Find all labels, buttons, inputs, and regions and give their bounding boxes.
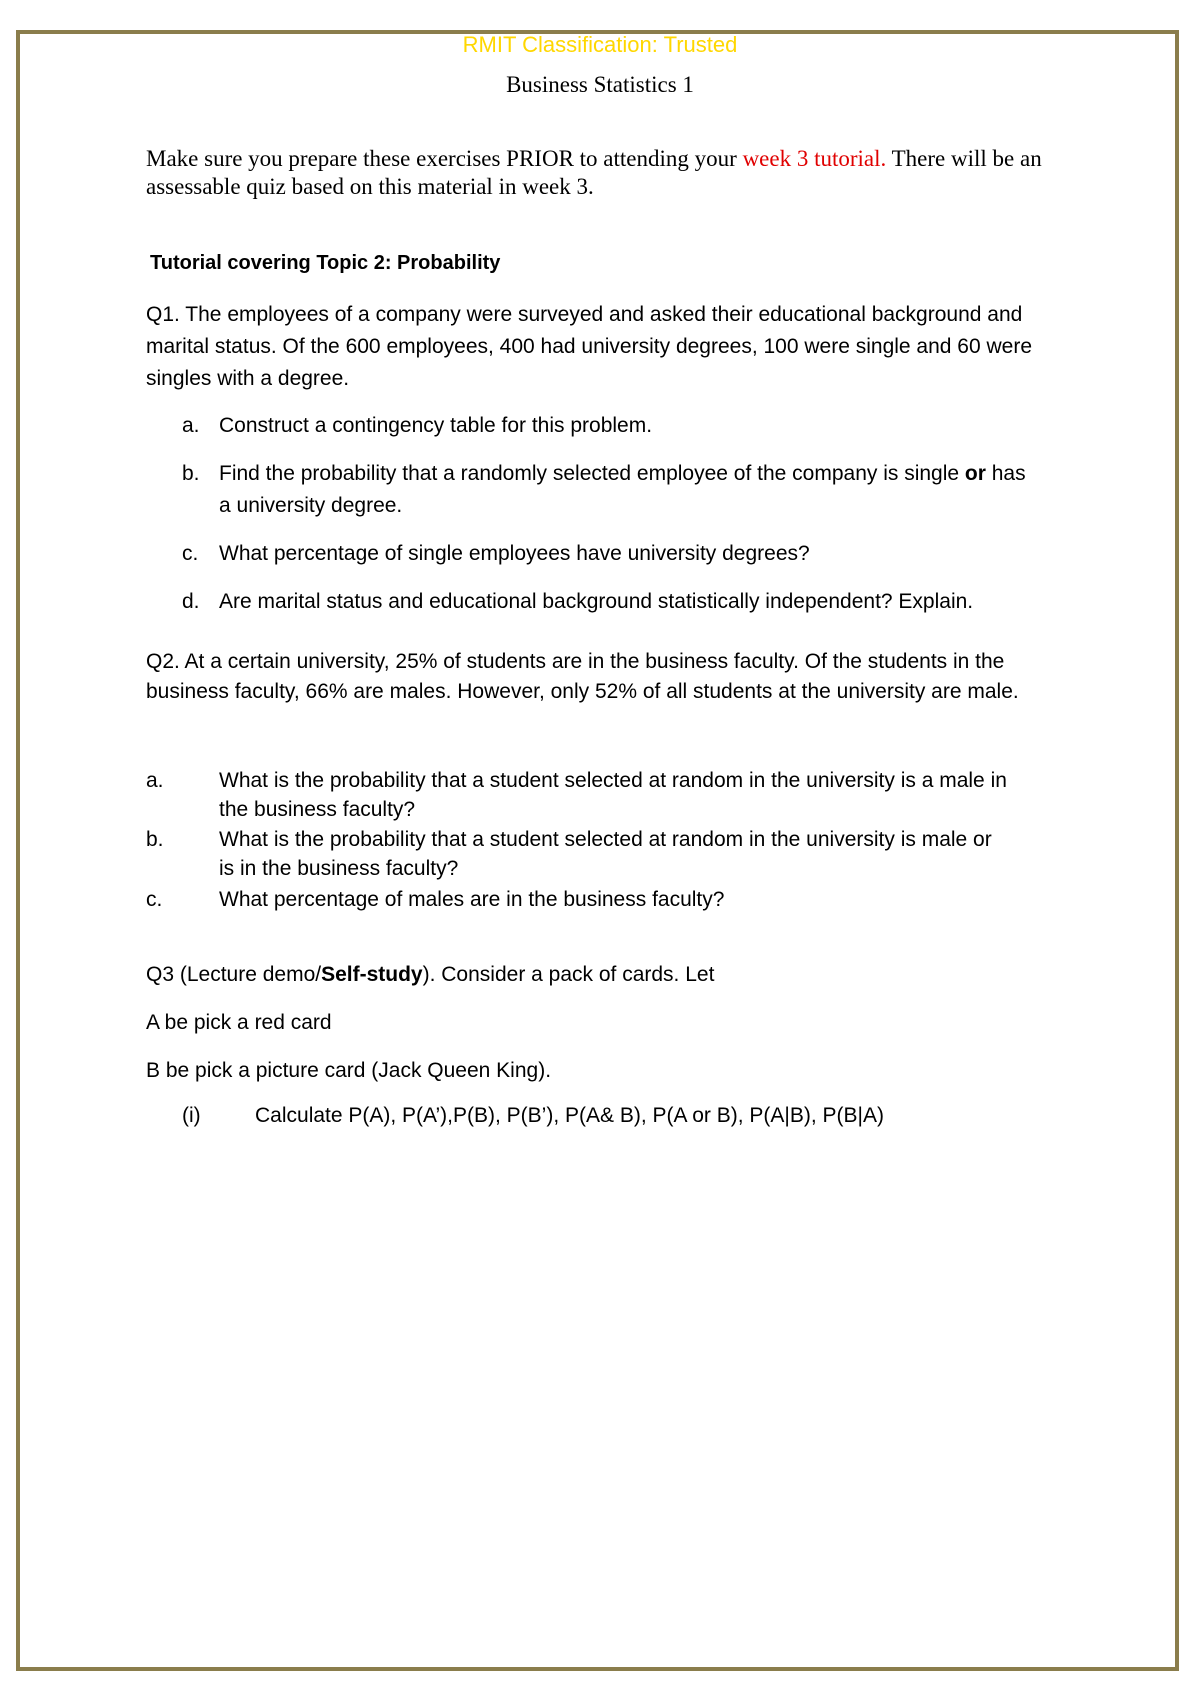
- list-item-text: What is the probability that a student selected at random in the university is a male in the business faculty?: [219, 769, 1007, 821]
- list-item-text: What percentage of single employees have university degrees?: [219, 542, 810, 565]
- item-text-after: has a university degree.: [219, 462, 1026, 517]
- q2-item-b: [146, 825, 1046, 883]
- item-text-bold: or: [964, 462, 986, 485]
- list-marker: d.: [182, 590, 200, 613]
- q3-text-start: Q3 (Lecture demo/: [146, 963, 322, 986]
- course-title: Business Statistics 1: [506, 72, 694, 97]
- list-marker: a.: [146, 769, 164, 792]
- list-marker: a.: [182, 414, 200, 437]
- q3-event-a: A be pick a red card: [146, 1011, 332, 1034]
- intro-text-start: Make sure you prepare these exercises PRIOR to attending your: [146, 146, 743, 171]
- topic-heading: Tutorial covering Topic 2: Probability: [150, 252, 501, 274]
- q3-event-b: B be pick a picture card (Jack Queen King).: [146, 1059, 552, 1082]
- q2-item-a: [146, 766, 1046, 824]
- q3-text-bold: Self-study: [321, 963, 423, 986]
- list-item-text: Calculate P(A), P(A’),P(B), P(B’), P(A& B), P(A or B), P(A|B), P(B|A): [255, 1104, 884, 1127]
- q3-question: [146, 960, 714, 990]
- list-marker: (i): [182, 1104, 201, 1127]
- q1-item-a: [182, 410, 1042, 442]
- q1-item-d: [182, 586, 1042, 618]
- q1-item-c: [182, 538, 1042, 570]
- list-item-text: Are marital status and educational background statistically independent? Explain.: [219, 590, 974, 613]
- q2-question: Q2. At a certain university, 25% of students are in the business faculty. Of the students in the business faculty, 66% are males. However, only 52% of all students at the university are male.: [146, 650, 1019, 703]
- list-marker: c.: [146, 888, 163, 911]
- q1-question: Q1. The employees of a company were surveyed and asked their educational background and marital status. Of the 600 employees, 400 had university degrees, 100 were single and 60 were singles with a degree.: [146, 303, 1033, 390]
- list-item-text: What percentage of males are in the business faculty?: [219, 888, 725, 911]
- list-item-text: What is the probability that a student selected at random in the university is male or is in the business faculty?: [219, 828, 992, 880]
- list-item-text: Construct a contingency table for this problem.: [219, 414, 653, 437]
- q3-text-end: ). Consider a pack of cards. Let: [422, 963, 715, 986]
- list-marker: c.: [182, 542, 199, 565]
- item-text-before: Find the probability that a randomly selected employee of the company is single: [219, 462, 965, 485]
- intro-text-end: There will be an assessable quiz based on this material in week 3.: [146, 146, 1042, 199]
- intro-highlight: week 3 tutorial.: [742, 146, 887, 171]
- list-item-text: [219, 458, 1042, 522]
- q1-item-b: [182, 458, 1042, 522]
- list-marker: b.: [182, 462, 200, 485]
- list-marker: b.: [146, 828, 164, 851]
- classification-label: RMIT Classification: Trusted: [462, 32, 738, 57]
- intro-paragraph: [146, 145, 1046, 201]
- q2-item-c: [146, 885, 1046, 914]
